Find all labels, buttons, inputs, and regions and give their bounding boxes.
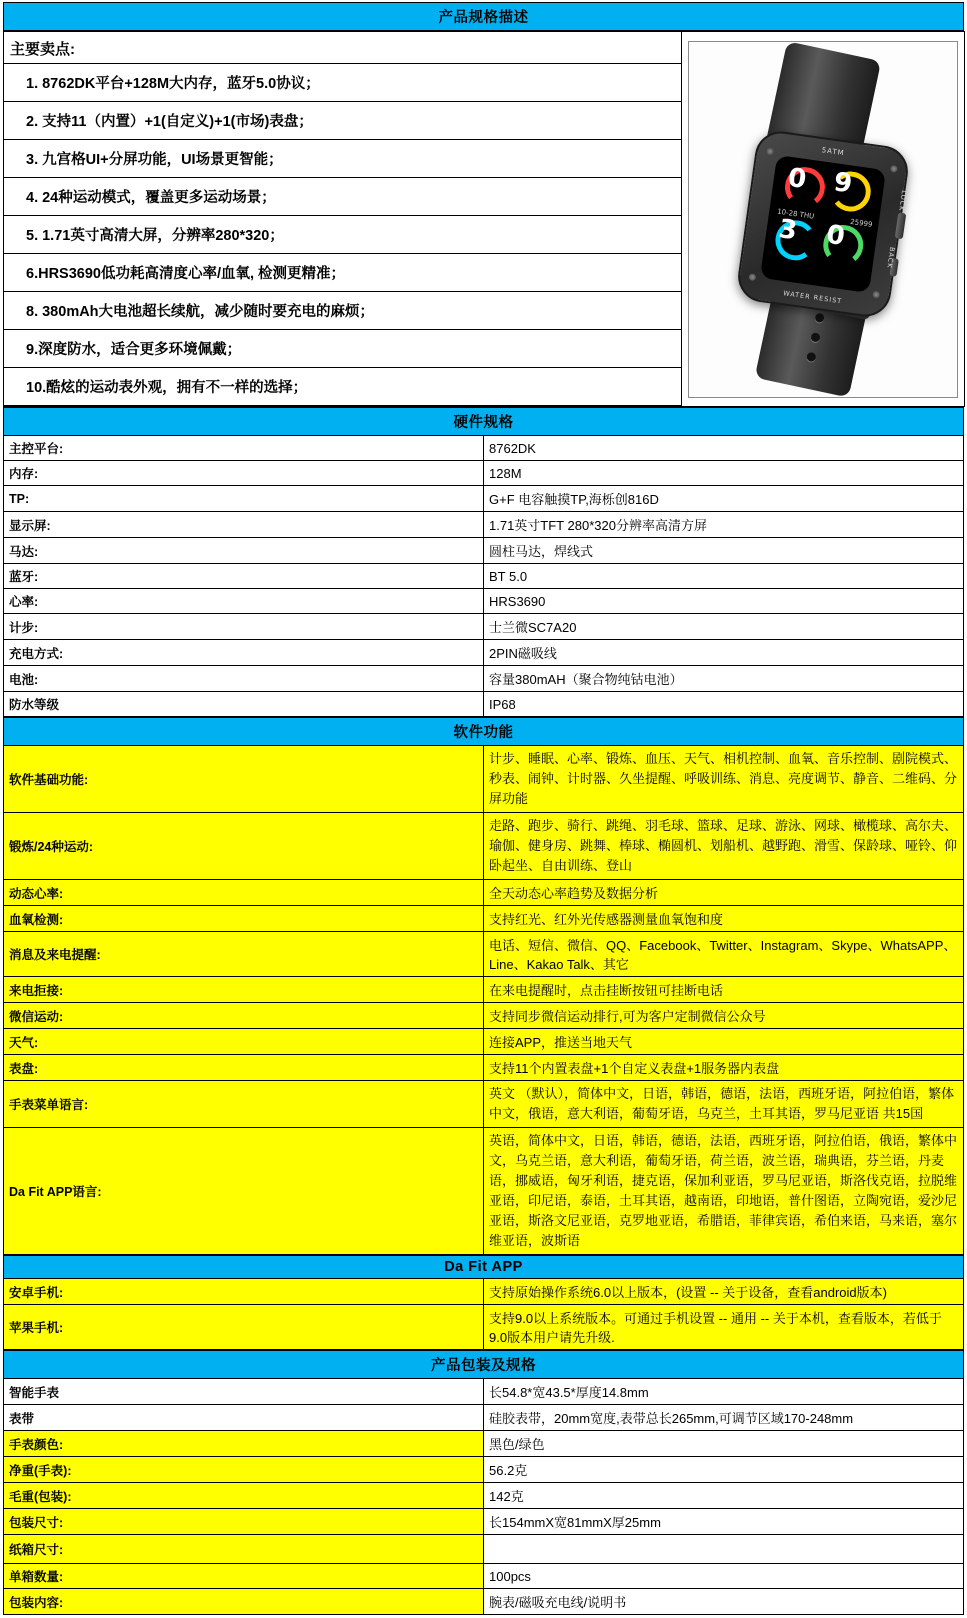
row-label: 来电拒接:	[4, 977, 484, 1003]
app-section-title: Da Fit APP	[4, 1256, 964, 1279]
row-value: 1.71英寸TFT 280*320分辨率高清方屏	[484, 512, 964, 538]
table-row	[4, 906, 964, 932]
page-title: 产品规格描述	[4, 3, 964, 31]
row-value: 英文 （默认），简体中文，日语，韩语，德语，法语，西班牙语，阿拉伯语，繁体中文，俄语，意大利语，葡萄牙语，乌克兰，土耳其语，罗马尼亚语 共15国	[484, 1081, 964, 1128]
table-row	[4, 1405, 964, 1431]
table-row	[4, 486, 964, 512]
table-row	[4, 1457, 964, 1483]
row-label: TP:	[4, 486, 484, 512]
bezel-right-top-text: LOCK	[896, 189, 908, 212]
table-row	[4, 1509, 964, 1535]
row-label: 内存:	[4, 461, 484, 486]
row-value: 支持原始操作系统6.0以上版本，(设置 -- 关于设备，查看android版本)	[484, 1279, 964, 1305]
screen-digit: 0	[786, 162, 809, 195]
title-table	[3, 2, 964, 31]
row-label: 消息及来电提醒:	[4, 932, 484, 977]
selling-point-item: 6.HRS3690低功耗高清度心率/血氧, 检测更精准；	[4, 254, 681, 292]
screen-digit: 3	[776, 213, 799, 246]
table-row	[4, 589, 964, 614]
row-label: 单箱数量:	[4, 1564, 484, 1589]
row-label: 主控平台:	[4, 436, 484, 461]
table-row	[4, 1003, 964, 1029]
row-value: 全天动态心率趋势及数据分析	[484, 880, 964, 906]
selling-point-item: 3. 九宫格UI+分屏功能，UI场景更智能；	[4, 140, 681, 178]
row-label: 防水等级	[4, 692, 484, 717]
table-row	[4, 564, 964, 589]
software-table	[3, 717, 964, 1255]
app-table	[3, 1255, 964, 1350]
selling-points-section	[3, 31, 964, 407]
row-value: 56.2克	[484, 1457, 964, 1483]
watch-case	[735, 128, 911, 320]
row-value: 士兰微SC7A20	[484, 614, 964, 640]
screen-date: 10-28 THU	[776, 207, 815, 221]
hardware-section-title: 硬件规格	[4, 408, 964, 436]
selling-points-title: 主要卖点:	[4, 32, 681, 64]
watch-screen	[760, 154, 886, 292]
row-value: 腕表/磁吸充电线/说明书	[484, 1589, 964, 1615]
row-value: BT 5.0	[484, 564, 964, 589]
packaging-section-row	[4, 1351, 964, 1379]
row-label: 手表菜单语言:	[4, 1081, 484, 1128]
table-row	[4, 1055, 964, 1081]
row-label: Da Fit APP语言:	[4, 1128, 484, 1255]
table-row	[4, 1535, 964, 1564]
selling-point-item: 5. 1.71英寸高清大屏，分辨率280*320；	[4, 216, 681, 254]
table-row	[4, 640, 964, 666]
row-label: 表盘:	[4, 1055, 484, 1081]
table-row	[4, 977, 964, 1003]
row-value: 142克	[484, 1483, 964, 1509]
row-value: IP68	[484, 692, 964, 717]
row-value: 8762DK	[484, 436, 964, 461]
table-row	[4, 746, 964, 813]
row-value: HRS3690	[484, 589, 964, 614]
table-row	[4, 1564, 964, 1589]
row-value: 圆柱马达，焊线式	[484, 538, 964, 564]
bezel-bottom-text: WATER RESIST	[782, 288, 843, 305]
selling-point-item: 10.酷炫的运动表外观，拥有不一样的选择；	[4, 368, 681, 406]
table-row	[4, 1081, 964, 1128]
row-label: 手表颜色:	[4, 1431, 484, 1457]
selling-point-item: 4. 24种运动模式，覆盖更多运动场景；	[4, 178, 681, 216]
product-photo-cell	[681, 31, 965, 407]
row-label: 电池:	[4, 666, 484, 692]
row-value: 硅胶表带，20mm宽度,表带总长265mm,可调节区域170-248mm	[484, 1405, 964, 1431]
packaging-section-title: 产品包装及规格	[4, 1351, 964, 1379]
row-label: 计步:	[4, 614, 484, 640]
table-row	[4, 880, 964, 906]
row-label: 心率:	[4, 589, 484, 614]
screen-digit: 0	[824, 219, 847, 252]
row-value: 支持同步微信运动排行,可为客户定制微信公众号	[484, 1003, 964, 1029]
row-value: 100pcs	[484, 1564, 964, 1589]
selling-point-item: 9.深度防水，适合更多环境佩戴；	[4, 330, 681, 368]
table-row	[4, 461, 964, 486]
row-label: 微信运动:	[4, 1003, 484, 1029]
table-row	[4, 1279, 964, 1305]
row-label: 天气:	[4, 1029, 484, 1055]
row-value: 在来电提醒时，点击挂断按钮可挂断电话	[484, 977, 964, 1003]
table-row	[4, 1128, 964, 1255]
row-label: 显示屏:	[4, 512, 484, 538]
smartwatch-image	[688, 41, 958, 398]
row-value: 黑色/绿色	[484, 1431, 964, 1457]
row-value: 计步、睡眠、心率、锻炼、血压、天气、相机控制、血氧、音乐控制、剧院模式、秒表、闹钟、计时器、久坐提醒、呼吸训练、消息、亮度调节、静音、二维码、分屏功能	[484, 746, 964, 813]
screw-icon	[766, 147, 774, 155]
row-label: 锻炼/24种运动:	[4, 813, 484, 880]
screw-icon	[872, 290, 880, 298]
row-label: 包装内容:	[4, 1589, 484, 1615]
row-value: G+F 电容触摸TP,海栎创816D	[484, 486, 964, 512]
selling-point-item: 1. 8762DK平台+128M大内存，蓝牙5.0协议；	[4, 64, 681, 102]
row-label: 净重(手表):	[4, 1457, 484, 1483]
bezel-top-text: 5ATM	[821, 145, 846, 157]
row-label: 血氧检测:	[4, 906, 484, 932]
hardware-section-row	[4, 408, 964, 436]
selling-point-item: 2. 支持11（内置）+1(自定义)+1(市场)表盘；	[4, 102, 681, 140]
table-row	[4, 614, 964, 640]
software-section-title: 软件功能	[4, 718, 964, 746]
bezel-right-bottom-text: BACK	[885, 246, 897, 269]
table-row	[4, 1483, 964, 1509]
row-label: 苹果手机:	[4, 1305, 484, 1350]
row-value: 连接APP，推送当地天气	[484, 1029, 964, 1055]
row-label: 纸箱尺寸:	[4, 1535, 484, 1564]
row-value: 长154mmX宽81mmX厚25mm	[484, 1509, 964, 1535]
watch-button-top	[895, 212, 907, 239]
row-value: 容量380mAH（聚合物纯钴电池）	[484, 666, 964, 692]
screw-icon	[890, 164, 898, 172]
table-row	[4, 1589, 964, 1615]
row-value: 走路、跑步、骑行、跳绳、羽毛球、篮球、足球、游泳、网球、橄榄球、高尔夫、瑜伽、健身房、跳舞、棒球、椭圆机、划船机、越野跑、滑雪、保龄球、哑铃、仰卧起坐、自由训练、登山	[484, 813, 964, 880]
table-row	[4, 692, 964, 717]
table-row	[4, 1029, 964, 1055]
row-value	[484, 1535, 964, 1564]
row-value: 2PIN磁吸线	[484, 640, 964, 666]
table-row	[4, 436, 964, 461]
selling-point-item: 8. 380mAh大电池超长续航，减少随时要充电的麻烦；	[4, 292, 681, 330]
title-row	[4, 3, 964, 31]
table-row	[4, 1305, 964, 1350]
row-label: 安卓手机:	[4, 1279, 484, 1305]
row-value: 支持11个内置表盘+1个自定义表盘+1服务器内表盘	[484, 1055, 964, 1081]
row-value: 英语，简体中文，日语，韩语，德语，法语，西班牙语，阿拉伯语，俄语，繁体中文，乌克兰语，意大利语，葡萄牙语，荷兰语，波兰语，瑞典语，芬兰语，丹麦语，挪威语，匈牙利语，捷克语，保加利亚语，罗马尼亚语，斯洛伐克语，拉脱维亚语，印尼语，泰语，土耳其语，越南语，印地语，普什图语，立陶宛语，爱沙尼亚语，斯洛文尼亚语，克罗地亚语，希腊语，菲律宾语，希伯来语，马来语，塞尔维亚语，波斯语	[484, 1128, 964, 1255]
selling-points-list	[3, 31, 681, 407]
row-label: 表带	[4, 1405, 484, 1431]
packaging-table	[3, 1350, 964, 1615]
row-label: 充电方式:	[4, 640, 484, 666]
table-row	[4, 813, 964, 880]
table-row	[4, 1379, 964, 1405]
row-value: 128M	[484, 461, 964, 486]
row-label: 动态心率:	[4, 880, 484, 906]
table-row	[4, 1431, 964, 1457]
row-value: 电话、短信、微信、QQ、Facebook、Twitter、Instagram、Skype、WhatsAPP、Line、Kakao Talk、其它	[484, 932, 964, 977]
row-value: 长54.8*宽43.5*厚度14.8mm	[484, 1379, 964, 1405]
table-row	[4, 666, 964, 692]
table-row	[4, 932, 964, 977]
row-label: 蓝牙:	[4, 564, 484, 589]
row-label: 智能手表	[4, 1379, 484, 1405]
table-row	[4, 512, 964, 538]
row-label: 马达:	[4, 538, 484, 564]
screen-digit: 9	[831, 166, 854, 199]
row-value: 支持9.0以上系统版本。可通过手机设置 -- 通用 -- 关于本机，查看版本，若低于9.0版本用户请先升级.	[484, 1305, 964, 1350]
row-label: 软件基础功能:	[4, 746, 484, 813]
hardware-table	[3, 407, 964, 717]
app-section-row	[4, 1256, 964, 1279]
screw-icon	[748, 273, 756, 281]
row-value: 支持红光、红外光传感器测量血氧饱和度	[484, 906, 964, 932]
row-label: 包装尺寸:	[4, 1509, 484, 1535]
row-label: 毛重(包装):	[4, 1483, 484, 1509]
table-row	[4, 538, 964, 564]
screen-step-count: 25999	[849, 217, 873, 229]
software-section-row	[4, 718, 964, 746]
